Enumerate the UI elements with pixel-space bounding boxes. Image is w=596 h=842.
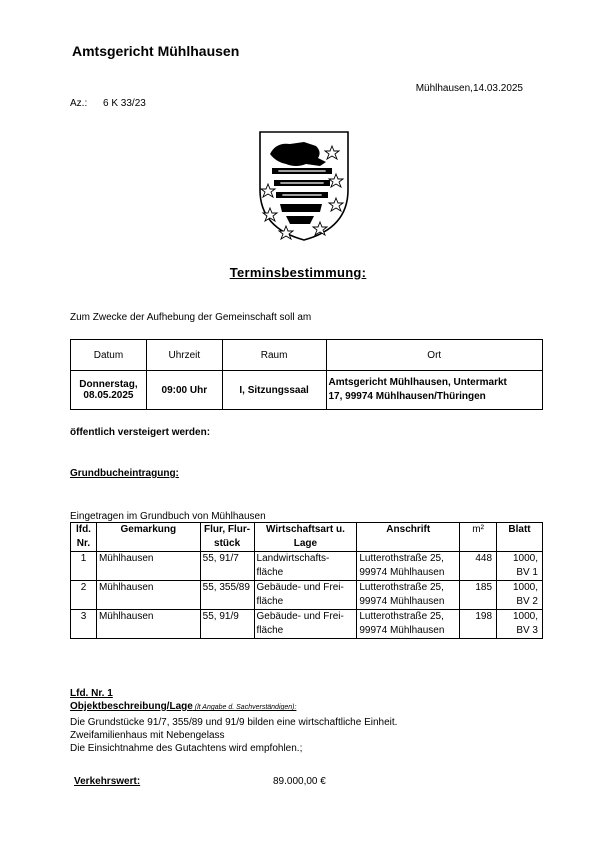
- row-gemarkung: Mühlhausen: [96, 552, 200, 581]
- intro-text: Zum Zwecke der Aufhebung der Gemeinschaft soll am: [70, 312, 312, 323]
- object-number: Lfd. Nr. 1: [70, 688, 113, 699]
- object-description-line3: Die Einsichtnahme des Gutachtens wird empfohlen.;: [70, 743, 303, 754]
- header-gemarkung: Gemarkung: [96, 523, 200, 552]
- row-qm: 185: [460, 581, 497, 610]
- row-nr: 1: [71, 552, 97, 581]
- land-register-table: [70, 522, 543, 639]
- coat-of-arms-thuringia: [256, 128, 352, 244]
- land-register-header-row: [71, 523, 543, 552]
- row-anschrift: [357, 610, 460, 639]
- row-art: [254, 581, 357, 610]
- header-time: Uhrzeit: [146, 340, 222, 371]
- row-adr-line1: Lutterothstraße 25,: [359, 582, 444, 593]
- appointment-place-line1: Amtsgericht Mühlhausen, Untermarkt: [328, 377, 507, 388]
- row-art-line1: Landwirtschafts-: [256, 553, 330, 564]
- appointment-place-line2: 17, 99974 Mühlhausen/Thüringen: [328, 391, 486, 402]
- row-art: [254, 610, 357, 639]
- header-anschrift: Anschrift: [357, 523, 460, 552]
- header-art-line2: Lage: [293, 538, 318, 549]
- row-blatt-line2: BV 2: [516, 596, 538, 607]
- file-number-label: Az.:: [70, 98, 88, 109]
- row-blatt: [497, 552, 543, 581]
- row-adr-line2: 99974 Mühlhausen: [359, 567, 445, 578]
- appointment-date: [71, 371, 147, 410]
- court-name: Amtsgericht Mühlhausen: [72, 43, 240, 59]
- header-place: Ort: [326, 340, 543, 371]
- header-room: Raum: [222, 340, 326, 371]
- object-description: [70, 716, 397, 755]
- document-title: Terminsbestimmung:: [229, 265, 367, 280]
- row-flur: 55, 355/89: [200, 581, 254, 610]
- object-description-line2: Zweifamilienhaus mit Nebengelass: [70, 730, 225, 741]
- appointment-table: [70, 339, 543, 410]
- row-flur: 55, 91/9: [200, 610, 254, 639]
- header-lfd-nr: [71, 523, 97, 552]
- row-qm: 198: [460, 610, 497, 639]
- row-art-line2: fläche: [256, 625, 284, 636]
- row-blatt: [497, 610, 543, 639]
- table-row: [71, 581, 543, 610]
- auction-statement: öffentlich versteigert werden:: [70, 427, 211, 438]
- row-gemarkung: Mühlhausen: [96, 610, 200, 639]
- header-art-line1: Wirtschaftsart u.: [266, 524, 345, 535]
- header-nr: Nr.: [76, 538, 91, 549]
- row-qm: 448: [460, 552, 497, 581]
- appointment-date-value: 08.05.2025: [83, 390, 134, 401]
- appointment-time: 09:00 Uhr: [146, 371, 222, 410]
- land-register-intro: Eingetragen im Grundbuch von Mühlhausen: [70, 511, 266, 522]
- market-value-label: Verkehrswert:: [74, 776, 141, 787]
- object-description-line1: Die Grundstücke 91/7, 355/89 und 91/9 bilden eine wirtschaftliche Einheit.: [70, 717, 398, 728]
- object-description-heading: [70, 701, 296, 712]
- header-wirtschaftsart: [254, 523, 357, 552]
- row-art: [254, 552, 357, 581]
- object-description-note: (lt Angabe d. Sachverständigen):: [192, 704, 297, 711]
- table-row: [71, 610, 543, 639]
- row-blatt: [497, 581, 543, 610]
- row-adr-line1: Lutterothstraße 25,: [359, 553, 444, 564]
- row-anschrift: [357, 581, 460, 610]
- row-blatt-line1: 1000,: [512, 553, 538, 564]
- market-value: 89.000,00 €: [273, 776, 326, 787]
- object-description-title: Objektbeschreibung/Lage: [70, 701, 193, 712]
- row-art-line1: Gebäude- und Frei-: [256, 582, 344, 593]
- place-date: Mühlhausen,14.03.2025: [415, 83, 523, 94]
- row-blatt-line2: BV 1: [516, 567, 538, 578]
- row-anschrift: [357, 552, 460, 581]
- header-flur-line1: Flur, Flur-: [204, 524, 251, 535]
- appointment-room: I, Sitzungssaal: [222, 371, 326, 410]
- header-qm: m²: [460, 523, 497, 552]
- header-lfd: lfd.: [75, 524, 91, 535]
- row-nr: 3: [71, 610, 97, 639]
- row-nr: 2: [71, 581, 97, 610]
- header-blatt: Blatt: [497, 523, 543, 552]
- appointment-weekday: Donnerstag,: [79, 379, 138, 390]
- header-date: Datum: [71, 340, 147, 371]
- appointment-row: [71, 371, 543, 410]
- row-blatt-line1: 1000,: [512, 611, 538, 622]
- row-adr-line1: Lutterothstraße 25,: [359, 611, 444, 622]
- file-number: 6 K 33/23: [103, 98, 146, 109]
- row-gemarkung: Mühlhausen: [96, 581, 200, 610]
- row-adr-line2: 99974 Mühlhausen: [359, 625, 445, 636]
- appointment-place: [326, 371, 543, 410]
- header-flur-line2: stück: [214, 538, 241, 549]
- row-blatt-line1: 1000,: [512, 582, 538, 593]
- row-adr-line2: 99974 Mühlhausen: [359, 596, 445, 607]
- row-blatt-line2: BV 3: [516, 625, 538, 636]
- row-flur: 55, 91/7: [200, 552, 254, 581]
- row-art-line2: fläche: [256, 567, 284, 578]
- table-row: [71, 552, 543, 581]
- header-flur: [200, 523, 254, 552]
- land-register-heading: Grundbucheintragung:: [70, 468, 179, 479]
- appointment-header-row: [71, 340, 543, 371]
- row-art-line2: fläche: [256, 596, 284, 607]
- row-art-line1: Gebäude- und Frei-: [256, 611, 344, 622]
